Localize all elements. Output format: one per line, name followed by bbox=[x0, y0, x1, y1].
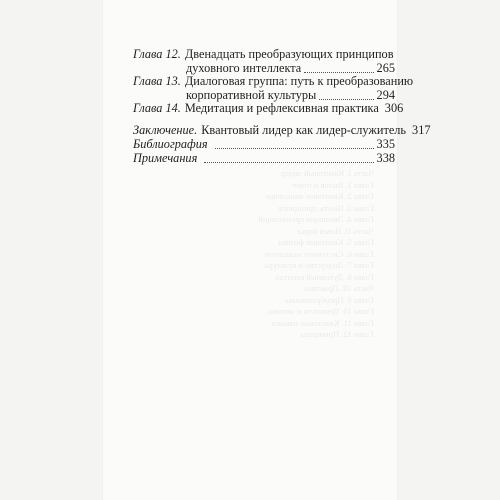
toc-entry-bibliography[interactable] bbox=[133, 137, 395, 152]
toc-entry-label: Примечания bbox=[133, 151, 198, 165]
toc-page-number: 294 bbox=[376, 88, 395, 102]
toc-entry-title: Диалоговая группа: путь к преобразованию bbox=[184, 74, 414, 88]
dot-leader bbox=[304, 72, 373, 73]
toc-entry-chapter-14[interactable] bbox=[133, 101, 404, 116]
toc-entry-chapter-13[interactable] bbox=[133, 74, 414, 89]
show-through-text: Часть I. Квантовый лидер Глава 1. Вызов и ответ Глава 2. Квантовое мышление Глава 3. Шесть принципов Глава 4. Эволюция организаций Часть II. Новая наука Глава 5. Квантовая физика Глава 6. Системное мышление Глава 7. Лидерство и культура Глава 8. Духовный капитал Часть III. Практика Глава 9. Преобразование Глава 10. Ценности и мотивы Глава 11. Квантовые навыки Глава 12. Принципы bbox=[258, 168, 374, 339]
toc-page-number: 317 bbox=[412, 123, 431, 137]
toc-entry-label: Библиография bbox=[133, 137, 208, 151]
toc-entry-label: Глава 13. bbox=[133, 74, 181, 88]
toc-entry-chapter-12[interactable] bbox=[133, 47, 395, 62]
toc-entry-title: Двенадцать преобразующих принципов bbox=[184, 47, 394, 61]
toc-entry-label: Глава 12. bbox=[133, 47, 181, 61]
toc-entry-label: Глава 14. bbox=[133, 101, 181, 115]
dot-leader bbox=[204, 162, 373, 163]
dot-leader bbox=[319, 99, 373, 100]
toc-entry-label: Заключение. bbox=[133, 123, 198, 137]
toc-entry-title: Медитация и рефлексивная практика bbox=[184, 101, 379, 115]
toc-entry-notes[interactable] bbox=[133, 151, 395, 166]
toc-entry-conclusion[interactable] bbox=[133, 123, 431, 138]
toc-page-number: 306 bbox=[384, 101, 404, 115]
toc-entry-title-cont: духовного интеллекта bbox=[186, 61, 302, 75]
toc-entry-title-cont: корпоративной культуры bbox=[186, 88, 317, 102]
toc-page-number: 265 bbox=[376, 61, 395, 75]
dot-leader bbox=[215, 148, 374, 149]
toc-page-number: 338 bbox=[376, 151, 395, 165]
toc-page-number: 335 bbox=[376, 137, 395, 151]
toc-entry-title: Квантовый лидер как лидер-служитель bbox=[201, 123, 407, 137]
